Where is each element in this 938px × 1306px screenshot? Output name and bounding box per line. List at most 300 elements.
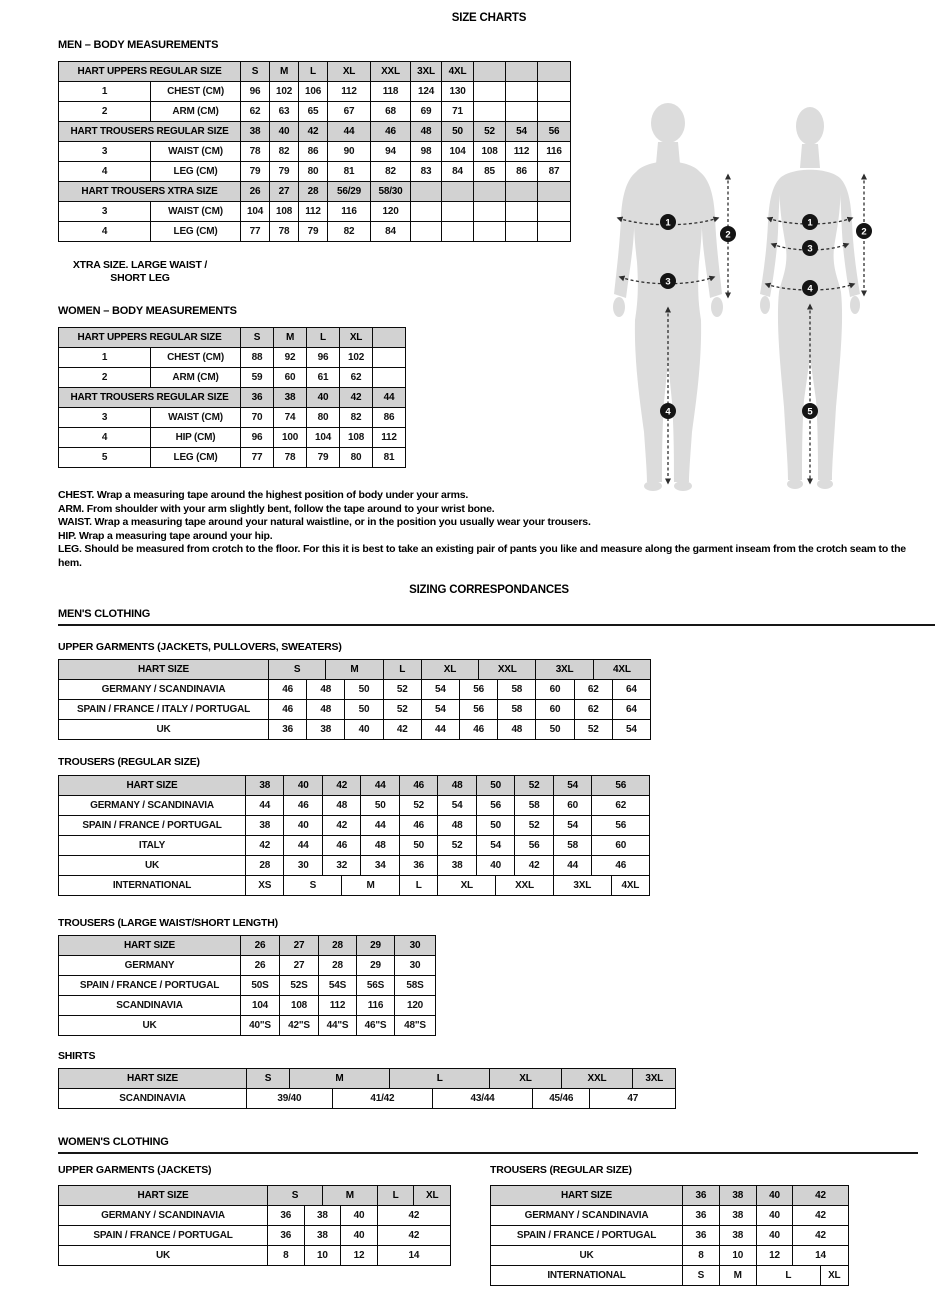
value-cell: M: [719, 1266, 756, 1286]
value-cell: 85: [474, 162, 506, 182]
data-row: [59, 996, 436, 1016]
header-cell: 28: [319, 936, 357, 956]
value-cell: ARM (CM): [151, 368, 241, 388]
value-cell: 80: [299, 162, 328, 182]
svg-text:1: 1: [807, 217, 813, 229]
value-cell: 82: [328, 222, 371, 242]
header-cell: S: [247, 1069, 290, 1089]
value-cell: 42: [377, 1206, 450, 1226]
value-cell: 87: [538, 162, 571, 182]
value-cell: 38: [304, 1226, 341, 1246]
value-cell: 59: [241, 368, 274, 388]
value-cell: 56: [460, 700, 498, 720]
svg-text:3: 3: [807, 243, 813, 255]
header-cell: XXL: [561, 1069, 633, 1089]
value-cell: 45/46: [533, 1089, 590, 1109]
data-row: [59, 222, 571, 242]
mens-trousers-xtra-table-holder: [58, 935, 436, 1036]
value-cell: LEG (CM): [151, 448, 241, 468]
header-cell: HART SIZE: [59, 1069, 247, 1089]
value-cell: 40: [476, 856, 514, 876]
header-cell: S: [268, 1186, 323, 1206]
header-cell: M: [322, 1186, 377, 1206]
value-cell: 112: [299, 202, 328, 222]
value-cell: 3XL: [553, 876, 611, 896]
value-cell: LEG (CM): [151, 162, 241, 182]
header-cell: 40: [756, 1186, 793, 1206]
value-cell: 40"S: [241, 1016, 280, 1036]
value-cell: 39/40: [247, 1089, 333, 1109]
value-cell: 52: [574, 720, 612, 740]
value-cell: 80: [307, 408, 340, 428]
value-cell: 30: [284, 856, 322, 876]
value-cell: 104: [307, 428, 340, 448]
value-cell: 54: [438, 796, 476, 816]
header-cell: XL: [340, 328, 373, 348]
value-cell: 42: [515, 856, 553, 876]
value-cell: 96: [241, 82, 270, 102]
male-left-hand: [613, 297, 625, 317]
value-cell: 58: [498, 680, 536, 700]
value-cell: 50: [345, 700, 383, 720]
header-row: [59, 328, 406, 348]
female-right-foot: [817, 479, 833, 489]
header-cell: 50: [476, 776, 514, 796]
value-cell: 82: [371, 162, 411, 182]
value-cell: 100: [274, 428, 307, 448]
value-cell: 108: [474, 142, 506, 162]
mens-clothing-heading: MEN'S CLOTHING: [58, 608, 935, 626]
female-left-arm: [760, 178, 782, 297]
svg-text:2: 2: [861, 226, 867, 238]
data-row: [59, 1016, 436, 1036]
header-cell: S: [269, 660, 326, 680]
value-cell: 44: [361, 816, 399, 836]
value-cell: 48: [498, 720, 536, 740]
women-body-table-holder: [58, 327, 406, 468]
header-cell: HART SIZE: [59, 660, 269, 680]
value-cell: 47: [590, 1089, 676, 1109]
value-cell: 106: [299, 82, 328, 102]
value-cell: 52: [515, 816, 553, 836]
value-cell: 43/44: [432, 1089, 532, 1109]
value-cell: LEG (CM): [151, 222, 241, 242]
value-cell: 54S: [319, 976, 357, 996]
value-cell: 5: [59, 448, 151, 468]
header-cell: 38: [246, 776, 284, 796]
header-row: [59, 1186, 451, 1206]
value-cell: 102: [270, 82, 299, 102]
value-cell: 48: [361, 836, 399, 856]
male-silhouette: [613, 103, 723, 491]
value-cell: 79: [270, 162, 299, 182]
value-cell: 46: [269, 700, 307, 720]
value-cell: 44: [284, 836, 322, 856]
value-cell: 52: [438, 836, 476, 856]
value-cell: 58: [515, 796, 553, 816]
value-cell: 46"S: [357, 1016, 395, 1036]
header-cell: 42: [322, 776, 360, 796]
value-cell: GERMANY / SCANDINAVIA: [59, 1206, 268, 1226]
body-measurement-figures: [596, 62, 938, 494]
value-cell: SPAIN / FRANCE / PORTUGAL: [59, 1226, 268, 1246]
value-cell: 1: [59, 348, 151, 368]
value-cell: 56: [515, 836, 553, 856]
header-cell: M: [289, 1069, 389, 1089]
shirts-table: [58, 1068, 676, 1109]
value-cell: 48: [322, 796, 360, 816]
header-cell: HART SIZE: [59, 776, 246, 796]
header-cell: HART UPPERS REGULAR SIZE: [59, 62, 241, 82]
header-cell: M: [274, 328, 307, 348]
data-row: [59, 796, 650, 816]
value-cell: 61: [307, 368, 340, 388]
value-cell: 36: [683, 1226, 720, 1246]
value-cell: 26: [241, 956, 280, 976]
value-cell: UK: [491, 1246, 683, 1266]
value-cell: 12: [341, 1246, 378, 1266]
value-cell: INTERNATIONAL: [59, 876, 246, 896]
value-cell: SPAIN / FRANCE / PORTUGAL: [491, 1226, 683, 1246]
women-body-heading: WOMEN – BODY MEASUREMENTS: [58, 305, 237, 317]
value-cell: 44: [553, 856, 591, 876]
women-body-table: [58, 327, 406, 468]
value-cell: 3: [59, 408, 151, 428]
data-row: [59, 348, 406, 368]
svg-text:1: 1: [665, 217, 671, 229]
instruction-line: CHEST. Wrap a measuring tape around the highest position of body under your arms.: [58, 489, 469, 501]
mens-trousers-xtra-label: TROUSERS (LARGE WAIST/SHORT LENGTH): [58, 917, 278, 929]
value-cell: [538, 222, 571, 242]
value-cell: 36: [269, 720, 307, 740]
header-cell: 54: [553, 776, 591, 796]
value-cell: 62: [592, 796, 650, 816]
value-cell: 4XL: [611, 876, 649, 896]
header-cell: 29: [357, 936, 395, 956]
womens-trousers-table-holder: [490, 1185, 849, 1286]
female-head: [796, 107, 824, 145]
instruction-line: HIP. Wrap a measuring tape around your hip.: [58, 529, 273, 542]
svg-text:4: 4: [665, 406, 671, 418]
value-cell: 102: [340, 348, 373, 368]
value-cell: 40: [341, 1206, 378, 1226]
value-cell: 4: [59, 162, 151, 182]
value-cell: 62: [340, 368, 373, 388]
header-cell: 56: [538, 122, 571, 142]
header-cell: 44: [373, 388, 406, 408]
value-cell: 82: [270, 142, 299, 162]
header-cell: 3XL: [536, 660, 593, 680]
header-cell: L: [299, 62, 328, 82]
value-cell: 56S: [357, 976, 395, 996]
value-cell: 54: [612, 720, 650, 740]
header-cell: 42: [793, 1186, 848, 1206]
male-right-hand: [711, 297, 723, 317]
value-cell: 40: [756, 1206, 793, 1226]
value-cell: 56: [460, 680, 498, 700]
header-cell: HART UPPERS REGULAR SIZE: [59, 328, 241, 348]
value-cell: 130: [442, 82, 474, 102]
svg-text:3: 3: [665, 276, 671, 288]
value-cell: 4: [59, 428, 151, 448]
value-cell: 63: [270, 102, 299, 122]
value-cell: [538, 102, 571, 122]
header-cell: 40: [284, 776, 322, 796]
header-cell: XL: [421, 660, 478, 680]
value-cell: GERMANY / SCANDINAVIA: [59, 796, 246, 816]
value-cell: 112: [328, 82, 371, 102]
value-cell: 81: [373, 448, 406, 468]
header-row: [59, 1069, 676, 1089]
value-cell: 1: [59, 82, 151, 102]
mens-upper-table-holder: [58, 659, 651, 740]
value-cell: [442, 202, 474, 222]
men-body-table: [58, 61, 571, 242]
header-cell: L: [390, 1069, 490, 1089]
value-cell: 40: [345, 720, 383, 740]
value-cell: CHEST (CM): [151, 82, 241, 102]
data-row: [491, 1246, 849, 1266]
value-cell: 96: [307, 348, 340, 368]
value-cell: [411, 202, 442, 222]
header-cell: S: [241, 328, 274, 348]
data-row: [59, 1206, 451, 1226]
header-cell: L: [383, 660, 421, 680]
shirts-table-holder: [58, 1068, 676, 1109]
instruction-line: ARM. From shoulder with your arm slightly bent, follow the tape around to your wrist bone.: [58, 502, 495, 515]
value-cell: XXL: [496, 876, 554, 896]
m-upper-table: [58, 659, 651, 740]
value-cell: 42: [793, 1206, 848, 1226]
value-cell: 79: [299, 222, 328, 242]
value-cell: 42: [322, 816, 360, 836]
value-cell: 41/42: [332, 1089, 432, 1109]
header-cell: 42: [340, 388, 373, 408]
value-cell: 120: [371, 202, 411, 222]
header-cell: 4XL: [593, 660, 650, 680]
header-cell: 27: [270, 182, 299, 202]
value-cell: 86: [373, 408, 406, 428]
data-row: [59, 876, 650, 896]
value-cell: 62: [241, 102, 270, 122]
value-cell: SPAIN / FRANCE / PORTUGAL: [59, 976, 241, 996]
female-left-hand: [760, 296, 770, 314]
value-cell: 78: [270, 222, 299, 242]
header-row: [59, 936, 436, 956]
value-cell: 36: [399, 856, 437, 876]
womens-upper-garments-label: UPPER GARMENTS (JACKETS): [58, 1164, 212, 1176]
male-badge-arm: [720, 226, 736, 242]
value-cell: 118: [371, 82, 411, 102]
value-cell: XS: [246, 876, 284, 896]
value-cell: XL: [820, 1266, 848, 1286]
value-cell: 42: [793, 1226, 848, 1246]
value-cell: 56: [592, 816, 650, 836]
header-cell: HART SIZE: [59, 1186, 268, 1206]
w-trousers-table: [490, 1185, 849, 1286]
header-cell: 50: [442, 122, 474, 142]
value-cell: 77: [241, 222, 270, 242]
header-row: [59, 660, 651, 680]
female-right-hand: [850, 296, 860, 314]
mens-upper-garments-label: UPPER GARMENTS (JACKETS, PULLOVERS, SWEATERS): [58, 641, 342, 653]
female-badge-hip: [802, 280, 818, 296]
value-cell: 64: [612, 680, 650, 700]
header-cell: 56: [592, 776, 650, 796]
value-cell: 70: [241, 408, 274, 428]
data-row: [59, 142, 571, 162]
header-cell: XL: [490, 1069, 561, 1089]
value-cell: 50: [361, 796, 399, 816]
header-cell: XXL: [371, 62, 411, 82]
value-cell: L: [756, 1266, 820, 1286]
value-cell: 60: [592, 836, 650, 856]
header-cell: 36: [241, 388, 274, 408]
value-cell: 46: [284, 796, 322, 816]
womens-clothing-heading: WOMEN'S CLOTHING: [58, 1136, 918, 1154]
value-cell: 82: [340, 408, 373, 428]
value-cell: 60: [553, 796, 591, 816]
value-cell: 98: [411, 142, 442, 162]
value-cell: 104: [442, 142, 474, 162]
header-cell: HART TROUSERS REGULAR SIZE: [59, 122, 241, 142]
value-cell: 44"S: [319, 1016, 357, 1036]
data-row: [491, 1206, 849, 1226]
header-cell: [411, 182, 442, 202]
value-cell: GERMANY: [59, 956, 241, 976]
value-cell: 42: [383, 720, 421, 740]
header-cell: 40: [307, 388, 340, 408]
value-cell: 14: [377, 1246, 450, 1266]
value-cell: 42: [246, 836, 284, 856]
men-body-table-holder: [58, 61, 571, 242]
value-cell: 46: [592, 856, 650, 876]
men-body-heading: MEN – BODY MEASUREMENTS: [58, 39, 219, 51]
value-cell: [474, 222, 506, 242]
value-cell: 8: [268, 1246, 305, 1266]
header-cell: [474, 62, 506, 82]
value-cell: UK: [59, 1246, 268, 1266]
page-title: SIZE CHARTS: [451, 12, 527, 24]
header-cell: HART SIZE: [59, 936, 241, 956]
header-cell: XXL: [479, 660, 536, 680]
value-cell: GERMANY / SCANDINAVIA: [59, 680, 269, 700]
value-cell: 40: [341, 1226, 378, 1246]
header-cell: 38: [719, 1186, 756, 1206]
sizing-correspondances-title: SIZING CORRESPONDANCES: [409, 584, 569, 596]
value-cell: 3: [59, 202, 151, 222]
value-cell: 56: [476, 796, 514, 816]
value-cell: 67: [328, 102, 371, 122]
data-row: [59, 836, 650, 856]
value-cell: [506, 202, 538, 222]
female-right-arm: [838, 178, 860, 297]
value-cell: SPAIN / FRANCE / PORTUGAL: [59, 816, 246, 836]
value-cell: 96: [241, 428, 274, 448]
header-cell: 38: [241, 122, 270, 142]
header-cell: 52: [474, 122, 506, 142]
value-cell: 54: [476, 836, 514, 856]
value-cell: 40: [284, 816, 322, 836]
mens-trousers-label: TROUSERS (REGULAR SIZE): [58, 756, 200, 768]
value-cell: 74: [274, 408, 307, 428]
value-cell: [506, 222, 538, 242]
value-cell: 62: [574, 680, 612, 700]
value-cell: S: [284, 876, 342, 896]
value-cell: 86: [506, 162, 538, 182]
female-badge-waist: [802, 240, 818, 256]
header-row: [59, 62, 571, 82]
value-cell: 36: [268, 1206, 305, 1226]
value-cell: 4: [59, 222, 151, 242]
data-row: [491, 1226, 849, 1246]
value-cell: 54: [553, 816, 591, 836]
w-upper-table: [58, 1185, 451, 1266]
header-cell: 46: [399, 776, 437, 796]
womens-trousers-label: TROUSERS (REGULAR SIZE): [490, 1164, 632, 1176]
header-cell: 56/29: [328, 182, 371, 202]
header-row: [491, 1186, 849, 1206]
value-cell: 52S: [280, 976, 319, 996]
male-head: [651, 103, 685, 143]
value-cell: 38: [719, 1206, 756, 1226]
header-cell: HART SIZE: [491, 1186, 683, 1206]
value-cell: CHEST (CM): [151, 348, 241, 368]
shirts-label: SHIRTS: [58, 1050, 96, 1062]
data-row: [59, 680, 651, 700]
value-cell: 50: [345, 680, 383, 700]
header-cell: 36: [683, 1186, 720, 1206]
data-row: [59, 102, 571, 122]
value-cell: 90: [328, 142, 371, 162]
header-cell: S: [241, 62, 270, 82]
data-row: [59, 976, 436, 996]
header-cell: 38: [274, 388, 307, 408]
value-cell: L: [399, 876, 437, 896]
data-row: [59, 1089, 676, 1109]
value-cell: 27: [280, 956, 319, 976]
header-cell: 46: [371, 122, 411, 142]
data-row: [59, 700, 651, 720]
value-cell: ARM (CM): [151, 102, 241, 122]
value-cell: 2: [59, 102, 151, 122]
value-cell: 86: [299, 142, 328, 162]
value-cell: 108: [340, 428, 373, 448]
header-cell: [538, 182, 571, 202]
value-cell: 124: [411, 82, 442, 102]
header-cell: M: [326, 660, 383, 680]
value-cell: 48: [307, 700, 345, 720]
female-badge-arm: [856, 223, 872, 239]
value-cell: WAIST (CM): [151, 202, 241, 222]
value-cell: 54: [421, 680, 459, 700]
header-cell: 27: [280, 936, 319, 956]
value-cell: 28: [319, 956, 357, 976]
header-cell: 48: [411, 122, 442, 142]
value-cell: 83: [411, 162, 442, 182]
header-cell: XL: [328, 62, 371, 82]
header-cell: [373, 328, 406, 348]
value-cell: 108: [280, 996, 319, 1016]
value-cell: SPAIN / FRANCE / ITALY / PORTUGAL: [59, 700, 269, 720]
header-cell: [506, 182, 538, 202]
instruction-line: LEG. Should be measured from crotch to the floor. For this it is best to take an existing pair of pants you like and measure along the garment inseam from the crotch seam to the hem.: [58, 543, 906, 569]
header-cell: 3XL: [411, 62, 442, 82]
value-cell: 46: [269, 680, 307, 700]
value-cell: 46: [322, 836, 360, 856]
note-line: SHORT LEG: [110, 272, 170, 284]
value-cell: [538, 82, 571, 102]
